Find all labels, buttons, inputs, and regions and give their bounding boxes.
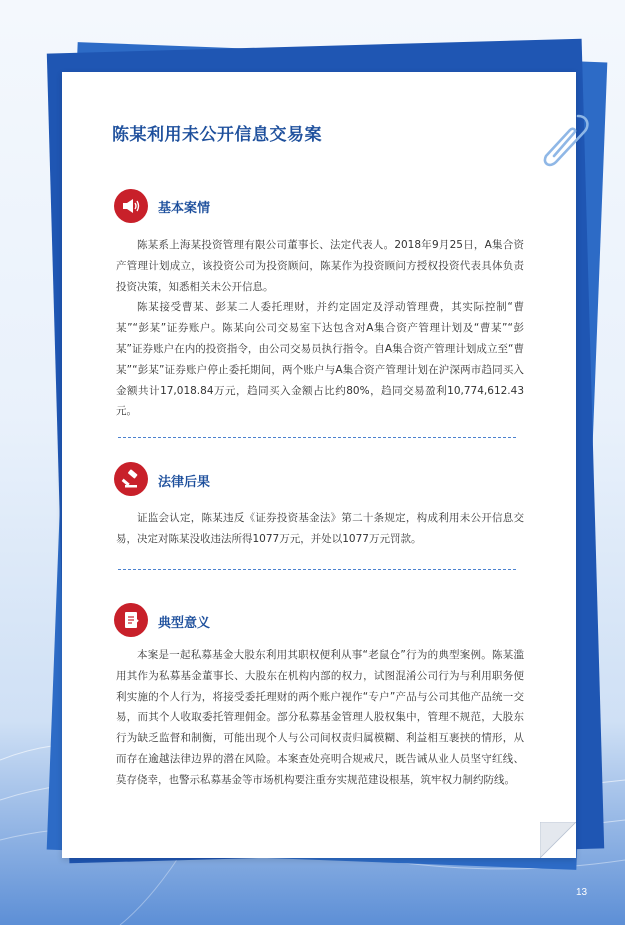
paragraph: 陈某接受曹某、彭某二人委托理财，并约定固定及浮动管理费，其实际控制“曹某”“彭某”证券账户。陈某向公司交易室下达包含对A集合资产管理计划及“曹某”“彭某”证券账户在内的投资指令，由公司交易员执行指令。自A集合资产管理计划成立至“曹某”“彭某”证券账户停止委托期间，两个账户与A集合资产管理计划在沪深两市趋同买入金额共计17,018.84万元，趋同买入金额占比约80%，趋同交易盈利10,774,612.43元。: [116, 301, 524, 418]
page-fold-corner: [540, 822, 576, 858]
section-heading-case: 基本案情: [158, 201, 211, 216]
section-heading-legal: 法律后果: [158, 475, 211, 490]
page-title: 陈某利用未公开信息交易案: [112, 125, 322, 145]
section-body-case: [116, 235, 524, 422]
dashed-divider: [118, 437, 516, 438]
section-heading-significance: 典型意义: [158, 616, 211, 631]
paragraph: 本案是一起私募基金大股东利用其职权便利从事“老鼠仓”行为的典型案例。陈某滥用其作为私募基金董事长、大股东在机构内部的权力，试图混淆公司行为与利用职务便利实施的个人行为，将接受委托理财的两个账户视作“专户”产品与公司其他产品统一交易，而其个人收取委托管理佣金。部分私募基金管理人股权集中，管理不规范，大股东行为缺乏监督和制衡，可能出现个人与公司间权责归属模糊、利益相互裹挟的情形，从而存在逾越法律边界的潜在风险。本案查处亮明合规戒尺，既告诫从业人员坚守红线、莫存侥幸，也警示私募基金等市场机构要注重夯实规范建设根基，筑牢权力制约防线。: [116, 649, 524, 786]
paragraph: 陈某系上海某投资管理有限公司董事长、法定代表人。2018年9月25日，A集合资产管理计划成立，该投资公司为投资顾问，陈某作为投资顾问方授权投资代表具体负责投资决策，知悉相关未公开信息。: [116, 239, 524, 293]
gavel-icon: [114, 462, 148, 496]
paragraph: 证监会认定，陈某违反《证券投资基金法》第二十条规定，构成利用未公开信息交易，决定对陈某没收违法所得1077万元，并处以1077万元罚款。: [116, 512, 524, 545]
section-body-legal: [116, 508, 524, 550]
megaphone-icon: [114, 189, 148, 223]
dashed-divider: [118, 569, 516, 570]
document-icon: [114, 603, 148, 637]
section-body-significance: [116, 645, 524, 791]
page-number: 13: [576, 887, 588, 898]
paperclip-icon: [540, 112, 592, 176]
